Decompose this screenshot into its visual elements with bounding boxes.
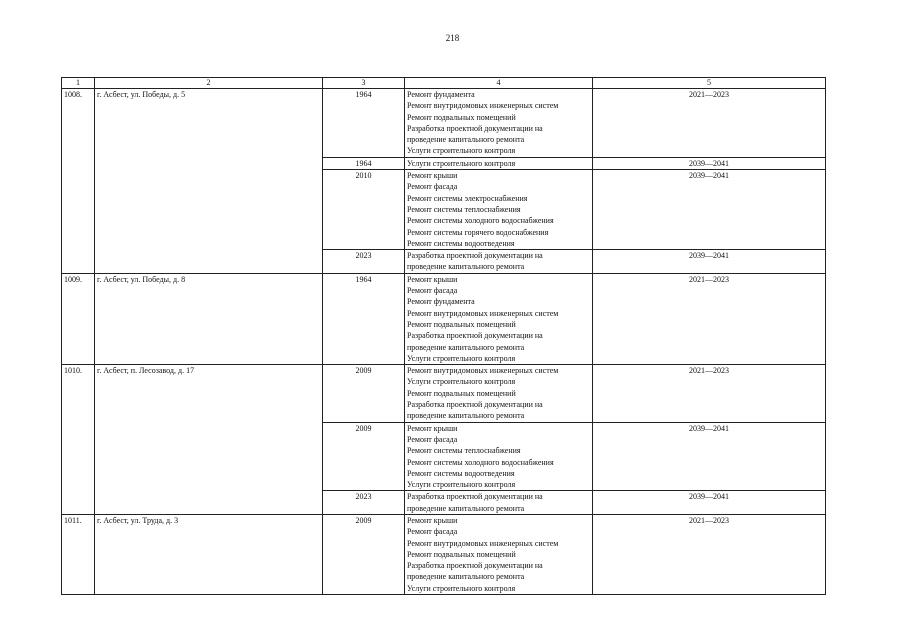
work-type-line: проведение капитального ремонта: [407, 411, 525, 421]
address-cell: г. Асбест, ул. Победы, д. 5: [95, 89, 323, 274]
work-type-line: проведение капитального ремонта: [407, 135, 525, 145]
work-type-line: Ремонт фасада: [407, 182, 458, 192]
work-type-line: Ремонт подвальных помещений: [407, 549, 516, 559]
planned-period-cell: 2039—2041: [593, 157, 826, 169]
work-types-cell: [405, 273, 593, 364]
work-type-line: Услуги строительного контроля: [407, 480, 516, 490]
table-row: [62, 365, 826, 422]
work-type-line: Ремонт внутридомовых инженерных систем: [407, 538, 559, 548]
work-types-cell: [405, 250, 593, 274]
column-number-3: 3: [323, 78, 405, 89]
work-types-cell: [405, 89, 593, 158]
work-type-line: Ремонт крыши: [407, 423, 458, 433]
work-type-line: Разработка проектной документации на: [407, 331, 543, 341]
column-number-1: 1: [62, 78, 95, 89]
object-number-cell: 1008.: [62, 89, 95, 274]
planned-period-cell: 2021—2023: [593, 89, 826, 158]
work-type-line: проведение капитального ремонта: [407, 262, 525, 272]
work-type-line: Ремонт подвальных помещений: [407, 388, 516, 398]
work-type-line: Разработка проектной документации на: [407, 251, 543, 261]
planned-period-cell: 2039—2041: [593, 170, 826, 250]
work-type-line: Услуги строительного контроля: [407, 146, 516, 156]
planned-period-cell: 2021—2023: [593, 365, 826, 422]
work-types-cell: [405, 422, 593, 491]
work-type-line: Ремонт фундамента: [407, 297, 475, 307]
work-type-line: Услуги строительного контроля: [407, 583, 516, 593]
commissioning-year-cell: 2023: [323, 250, 405, 274]
work-type-line: Ремонт внутридомовых инженерных систем: [407, 101, 559, 111]
object-number-cell: 1011.: [62, 514, 95, 594]
work-type-line: Ремонт системы горячего водоснабжения: [407, 227, 549, 237]
planned-period-cell: 2021—2023: [593, 273, 826, 364]
planned-period-cell: 2021—2023: [593, 514, 826, 594]
work-type-line: Ремонт системы холодного водоснабжения: [407, 216, 554, 226]
work-type-line: Ремонт системы теплоснабжения: [407, 446, 521, 456]
column-number-5: 5: [593, 78, 826, 89]
work-type-line: Ремонт системы электроснабжения: [407, 193, 528, 203]
capital-repair-table: [61, 77, 826, 595]
work-type-line: Разработка проектной документации на: [407, 123, 543, 133]
work-type-line: Ремонт системы водоотведения: [407, 468, 515, 478]
planned-period-cell: 2039—2041: [593, 250, 826, 274]
work-types-cell: [405, 157, 593, 169]
work-types-cell: [405, 170, 593, 250]
work-type-line: Ремонт фасада: [407, 434, 458, 444]
work-type-line: Ремонт крыши: [407, 515, 458, 525]
work-types-cell: [405, 514, 593, 594]
address-cell: г. Асбест, ул. Победы, д. 8: [95, 273, 323, 364]
object-number-cell: 1010.: [62, 365, 95, 515]
work-type-line: Ремонт фасада: [407, 286, 458, 296]
work-type-line: Ремонт подвальных помещений: [407, 112, 516, 122]
work-type-line: Ремонт крыши: [407, 171, 458, 181]
work-type-line: Ремонт системы теплоснабжения: [407, 204, 521, 214]
work-type-line: Ремонт крыши: [407, 274, 458, 284]
work-type-line: Ремонт внутридомовых инженерных систем: [407, 308, 559, 318]
commissioning-year-cell: 1964: [323, 89, 405, 158]
table-row: [62, 273, 826, 364]
commissioning-year-cell: 2009: [323, 422, 405, 491]
work-type-line: проведение капитального ремонта: [407, 503, 525, 513]
table-row: [62, 89, 826, 158]
work-type-line: Ремонт системы водоотведения: [407, 238, 515, 248]
address-cell: г. Асбест, ул. Труда, д. 3: [95, 514, 323, 594]
work-type-line: Услуги строительного контроля: [407, 377, 516, 387]
work-type-line: Ремонт фундамента: [407, 90, 475, 99]
work-type-line: Услуги строительного контроля: [407, 158, 516, 168]
column-number-4: 4: [405, 78, 593, 89]
work-type-line: Ремонт системы холодного водоснабжения: [407, 457, 554, 467]
page-number: 218: [445, 33, 460, 43]
work-type-line: Разработка проектной документации на: [407, 561, 543, 571]
planned-period-cell: 2039—2041: [593, 422, 826, 491]
object-number-cell: 1009.: [62, 273, 95, 364]
work-type-line: Ремонт фасада: [407, 527, 458, 537]
work-type-line: Услуги строительного контроля: [407, 353, 516, 363]
address-cell: г. Асбест, п. Лесозавод, д. 17: [95, 365, 323, 515]
commissioning-year-cell: 2009: [323, 365, 405, 422]
column-number-2: 2: [95, 78, 323, 89]
planned-period-cell: 2039—2041: [593, 491, 826, 515]
work-type-line: Ремонт внутридомовых инженерных систем: [407, 366, 559, 376]
work-type-line: проведение капитального ремонта: [407, 342, 525, 352]
commissioning-year-cell: 1964: [323, 273, 405, 364]
commissioning-year-cell: 2010: [323, 170, 405, 250]
work-type-line: проведение капитального ремонта: [407, 572, 525, 582]
work-type-line: Разработка проектной документации на: [407, 492, 543, 502]
work-type-line: Разработка проектной документации на: [407, 400, 543, 410]
commissioning-year-cell: 1964: [323, 157, 405, 169]
work-types-cell: [405, 365, 593, 422]
column-number-row: [62, 78, 826, 89]
commissioning-year-cell: 2009: [323, 514, 405, 594]
commissioning-year-cell: 2023: [323, 491, 405, 515]
table-row: [62, 514, 826, 594]
work-type-line: Ремонт подвальных помещений: [407, 319, 516, 329]
work-types-cell: [405, 491, 593, 515]
